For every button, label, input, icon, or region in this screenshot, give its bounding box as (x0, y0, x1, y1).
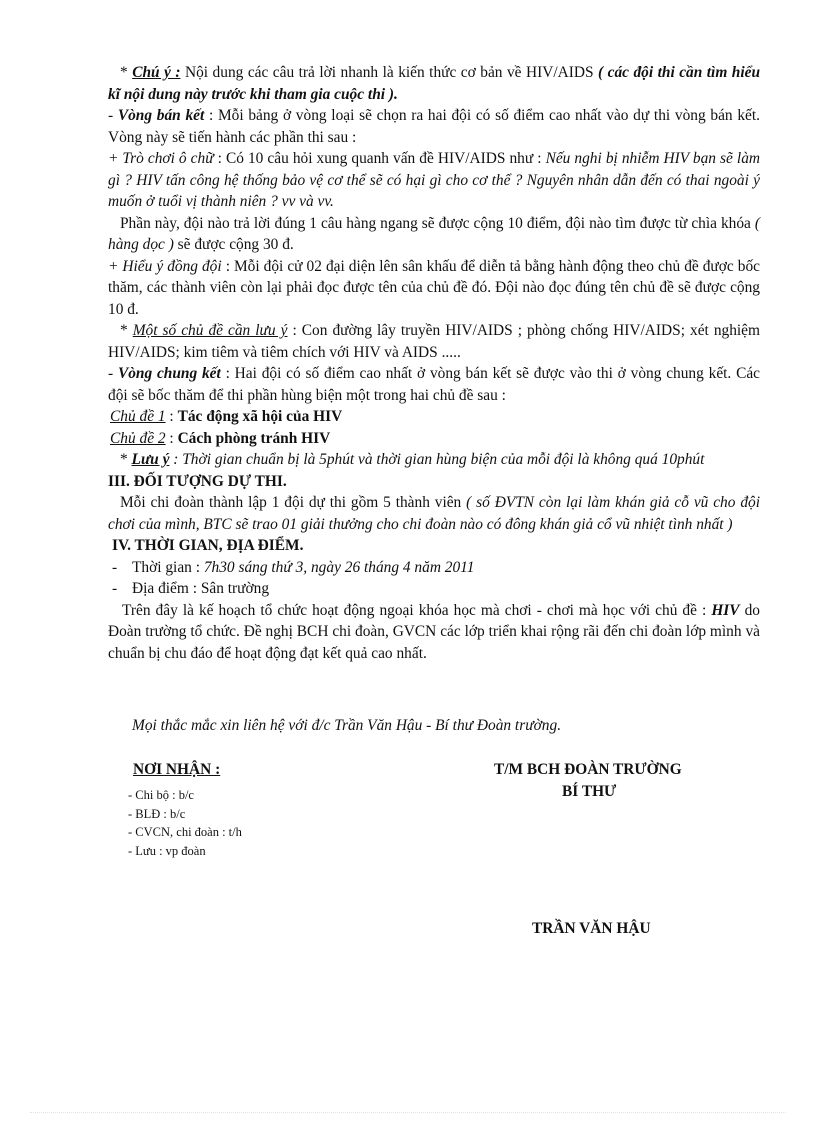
place-text: Địa điểm : Sân trường (132, 580, 270, 597)
signature-role: BÍ THƯ (562, 783, 617, 800)
section-3-paragraph (108, 492, 760, 535)
final-round-label: Vòng chung kết (117, 365, 221, 382)
topic-2-label: Chủ đề 2 (110, 429, 166, 447)
section-3-title: III. ĐỐI TƯỢNG DỰ THI. (108, 472, 287, 490)
section-4-heading (108, 535, 760, 557)
time-value: 7h30 sáng thứ 3, ngày 26 tháng 4 năm 2011 (203, 558, 475, 576)
page-bottom-divider (30, 1112, 786, 1113)
section-3-text: Mỗi chi đoàn thành lập 1 đội dự thi gồm 5 thành viên (120, 494, 467, 511)
scoring-paragraph (108, 213, 760, 256)
semifinal-label: Vòng bán kết (117, 107, 205, 124)
final-bold: HIV (711, 601, 740, 619)
document-body (108, 62, 760, 664)
recipient-item: - Lưu : vp đoàn (128, 843, 206, 858)
recipients-title: NƠI NHẬN : (133, 761, 221, 778)
note-text: Nội dung các câu trả lời nhanh là kiến thức cơ bản về HIV/AIDS (180, 64, 599, 81)
teammate-paragraph (108, 256, 760, 321)
section-3-heading (108, 471, 760, 493)
topic-2-line (108, 428, 760, 450)
signature-name: TRẦN VĂN HẬU (532, 920, 651, 937)
signature-org: T/M BCH ĐOÀN TRƯỜNG (494, 761, 682, 778)
recipient-item: - CVCN, chi đoàn : t/h (128, 825, 242, 839)
note-paragraph: * Chú ý : Nội dung các câu trả lời nhanh là kiến thức cơ bản về HIV/AIDS ( các đội thi cần tìm hiểu kĩ nội dung này trước khi tham gia cuộc thi ). (108, 64, 761, 103)
time-note-paragraph: * Lưu ý : Thời gian chuẩn bị là 5phút và thời gian hùng biện của mỗi đội là không quá 10phút (120, 451, 705, 468)
topics-paragraph: * Một số chủ đề cần lưu ý : Con đường lây truyền HIV/AIDS ; phòng chống HIV/AIDS; xét nghiệm HIV/AIDS; kim tiêm và tiêm chích với HIV và AIDS ..... (108, 322, 760, 361)
crossword-text: : Có 10 câu hỏi xung quanh vấn đề HIV/AIDS như : (213, 150, 546, 167)
topics-text: : Con đường lây truyền HIV/AIDS ; phòng chống HIV/AIDS; xét nghiệm HIV/AIDS; kim tiêm và tiêm chích với HIV và AIDS ..... (108, 322, 760, 361)
section-3-italic: ( số ĐVTN còn lại làm khán giả cỗ vũ cho đội chơi của mình, BTC sẽ trao 01 giải thưởng cho chi đoàn nào có đông khán giả cổ vũ nhiệt tình nhất ) (108, 494, 760, 533)
crossword-paragraph (108, 148, 760, 213)
teammate-label: + Hiểu ý đồng đội (108, 257, 222, 275)
final-text-1: Trên đây là kế hoạch tổ chức hoạt động ngoại khóa học mà chơi - chơi mà học với chủ đề : (122, 601, 712, 619)
topic-1-sep: : (165, 408, 178, 425)
final-paragraph (108, 600, 760, 665)
closing-note: Mọi thắc mắc xin liên hệ với đ/c Trần Văn Hậu - Bí thư Đoàn trường. (132, 717, 562, 734)
time-note-label: Lưu ý (131, 451, 170, 468)
crossword-examples: Nếu nghi bị nhiễm HIV bạn sẽ làm gì ? HIV tấn công hệ thống bảo vệ cơ thể sẽ có hại gì cho cơ thể ? Nguyên nhân dẫn đến có thai ngoài ý muốn ở tuổi vị thành niên ? vv và vv. (108, 150, 760, 210)
scoring-text-1: Phần này, đội nào trả lời đúng 1 câu hàng ngang sẽ được cộng 10 điểm, đội nào tìm được từ chìa khóa (120, 214, 755, 232)
note-label: Chú ý : (132, 64, 181, 81)
recipient-item: - BLĐ : b/c (128, 806, 186, 821)
scoring-italic: ( hàng dọc ) (108, 214, 760, 253)
semifinal-text: : Mỗi bảng ở vòng loại sẽ chọn ra hai đội có số điểm cao nhất vào dự thi vòng bán kết. Vòng này sẽ tiến hành các phần thi sau : (108, 107, 760, 146)
final-text-2: do Đoàn trường tổ chức. Đề nghị BCH chi đoàn, GVCN các lớp triển khai rộng rãi đến chi đoàn lớp mình và chuẩn bị chu đáo để hoạt động đạt kết quả cao nhất. (108, 601, 760, 662)
time-label: Thời gian : (132, 558, 204, 576)
topic-1-label: Chủ đề 1 (110, 408, 166, 425)
final-round-paragraph: - Vòng chung kết : Hai đội có số điểm cao nhất ở vòng bán kết sẽ được vào thi ở vòng chung kết. Các đội sẽ bốc thăm để thi phần hùng biện một trong hai chủ đề sau : (108, 365, 761, 404)
semifinal-paragraph: - Vòng bán kết : Mỗi bảng ở vòng loại sẽ chọn ra hai đội có số điểm cao nhất vào dự thi vòng bán kết. Vòng này sẽ tiến hành các phần thi sau : (108, 107, 760, 146)
topic-2-text: Cách phòng tránh HIV (177, 429, 331, 447)
note-italic: ( các đội thi cần tìm hiểu kĩ nội dung này trước khi tham gia cuộc thi ). (108, 64, 761, 103)
topic-1-line (108, 406, 760, 428)
time-line: - Thời gian : 7h30 sáng thứ 3, ngày 26 tháng 4 năm 2011 (112, 558, 475, 576)
recipient-item: - Chi bộ : b/c (128, 788, 194, 802)
section-4-title: IV. THỜI GIAN, ĐỊA ĐIỂM. (112, 537, 304, 554)
crossword-label: + Trò chơi ô chữ (108, 150, 214, 167)
teammate-text: : Mỗi đội cử 02 đại diện lên sân khấu để diễn tả bằng hành động theo chủ đề được bốc thăm, các thành viên còn lại phải đọc được tên của chủ đề đó. Đội nào đọc đúng tên chủ đề sẽ được cộng 10 đ. (108, 257, 760, 318)
topic-2-sep: : (165, 429, 178, 447)
scoring-text-2: sẽ được cộng 30 đ. (173, 236, 294, 253)
place-line: - Địa điểm : Sân trường (112, 580, 270, 597)
topic-1-text: Tác động xã hội của HIV (177, 408, 343, 425)
recipients-list (128, 786, 242, 860)
time-note-text: : Thời gian chuẩn bị là 5phút và thời gian hùng biện của mỗi đội là không quá 10phút (169, 451, 705, 468)
topics-label: Một số chủ đề cần lưu ý (132, 322, 288, 339)
final-round-text: : Hai đội có số điểm cao nhất ở vòng bán kết sẽ được vào thi ở vòng chung kết. Các đội sẽ bốc thăm để thi phần hùng biện một trong hai chủ đề sau : (108, 365, 761, 404)
